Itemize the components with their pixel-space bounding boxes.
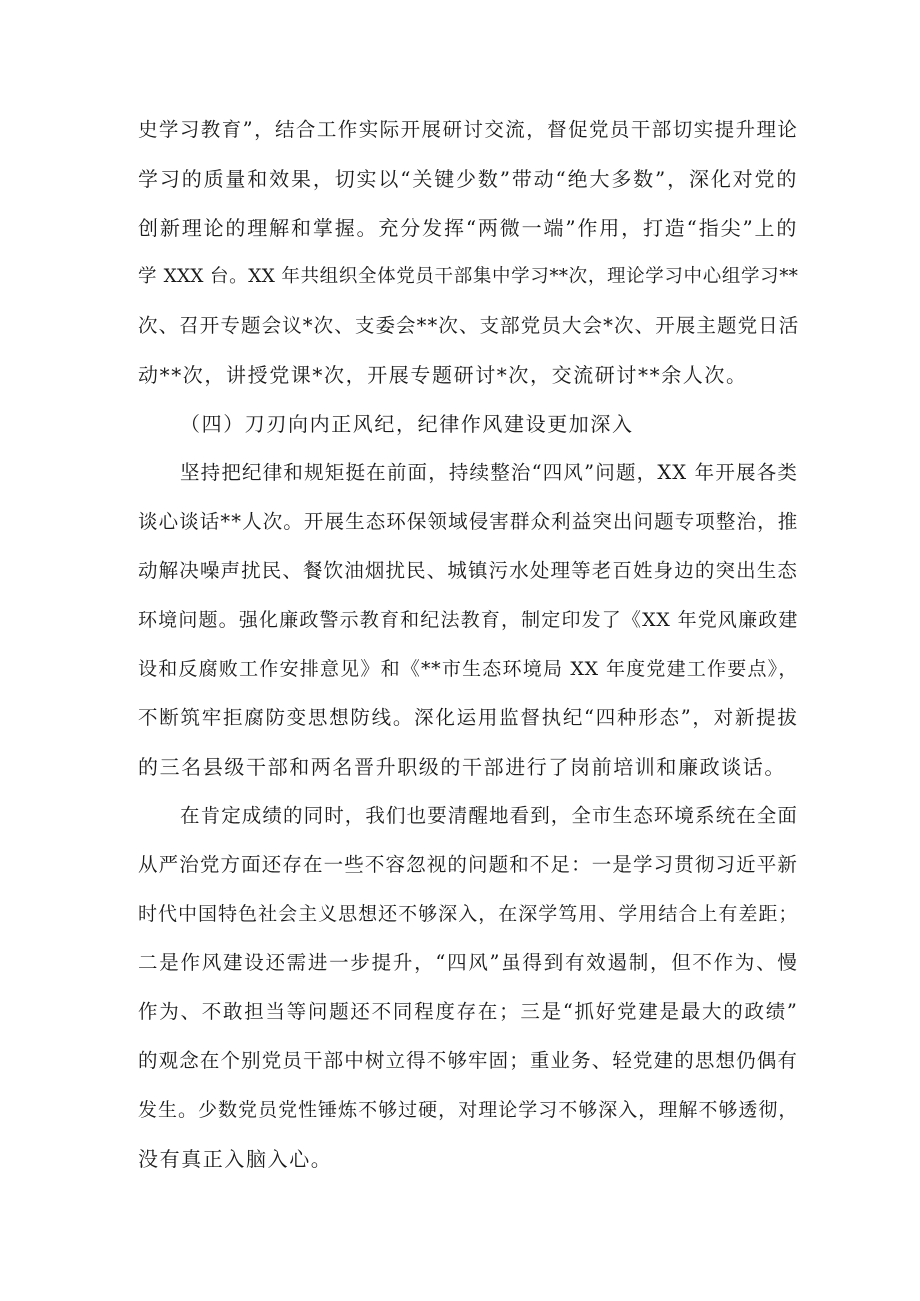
section-heading: （四）刀刃向内正风纪，纪律作风建设更加深入 [180,412,634,436]
body-text-line: 动**次，讲授党课*次，开展专题研讨*次，交流研讨**余人次。 [138,363,748,387]
body-text-line: 在肯定成绩的同时，我们也要清醒地看到，全市生态环境系统在全面 [180,804,799,827]
body-text-line: 的三名县级干部和两名晋升职级的干部进行了岗前培训和廉政谈话。 [138,755,786,779]
body-text-line: 没有真正入脑入心。 [138,1147,333,1171]
body-text-line: 环境问题。强化廉政警示教育和纪法教育，制定印发了《XX 年党风廉政建 [138,609,798,631]
body-text-line: 学习的质量和效果，切实以“关键少数”带动“绝大多数”，深化对党的 [138,167,798,191]
body-text-line: 作为、不敢担当等问题还不同程度存在；三是“抓好党建是最大的政绩” [138,1000,798,1023]
body-text-line: 动解决噪声扰民、餐饮油烟扰民、城镇污水处理等老百姓身边的突出生态 [138,559,798,582]
body-text-line: 谈心谈话**人次。开展生态环保领域侵害群众利益突出问题专项整治，推 [138,510,799,533]
body-text-line: 发生。少数党员党性锤炼不够过硬，对理论学习不够深入，理解不够透彻， [138,1099,798,1121]
body-text-line: 史学习教育”，结合工作实际开展研讨交流，督促党员干部切实提升理论 [138,118,798,141]
body-text-line: 时代中国特色社会主义思想还不够深入，在深学笃用、学用结合上有差距； [138,903,798,925]
body-text-line: 不断筑牢拒腐防变思想防线。深化运用监督执纪“四种形态”，对新提拔 [138,706,798,729]
body-text-line: 创新理论的理解和掌握。充分发挥“两微一端”作用，打造“指尖”上的 [138,216,798,240]
body-text-line: 学 XXX 台。XX 年共组织全体党员干部集中学习**次，理论学习中心组学习** [138,266,798,287]
body-text-line: 坚持把纪律和规矩挺在前面，持续整治“四风”问题，XX 年开展各类 [180,461,798,484]
body-text-line: 次、召开专题会议*次、支委会**次、支部党员大会*次、开展主题党日活 [138,314,800,337]
body-text-line: 设和反腐败工作安排意见》和《**市生态环境局 XX 年度党建工作要点》， [138,658,798,680]
body-text-line: 从严治党方面还存在一些不容忽视的问题和不足：一是学习贯彻习近平新 [138,853,798,876]
body-text-line: 二是作风建设还需进一步提升，“四风”虽得到有效遏制，但不作为、慢 [138,951,798,974]
body-text-line: 的观念在个别党员干部中树立得不够牢固；重业务、轻党建的思想仍偶有 [138,1049,798,1072]
